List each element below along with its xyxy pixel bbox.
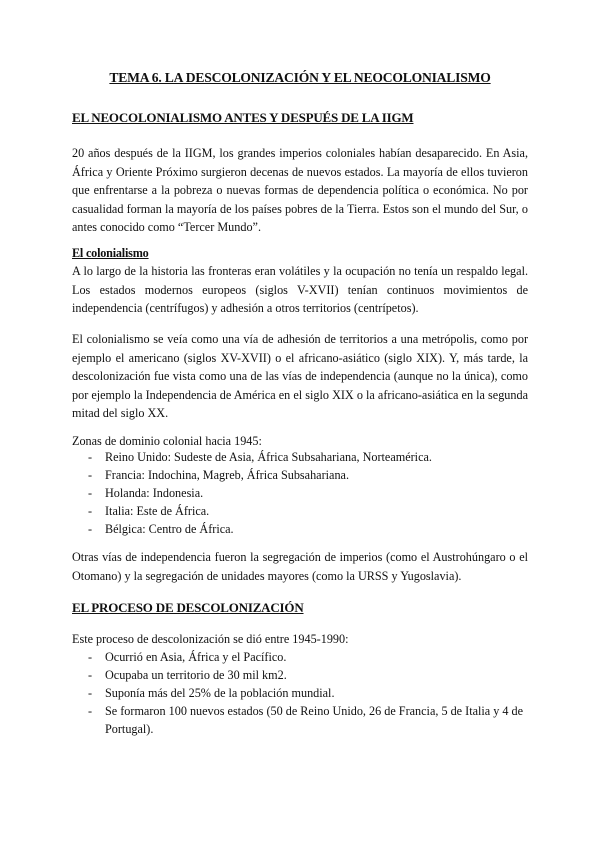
intro-paragraph: 20 años después de la IIGM, los grandes imperios coloniales habían desaparecido. En Asia, África y Oriente Próximo surgieron decenas de nuevos estados. La mayoría de ellos tuvieron que enfrentarse a la pobreza o nuevas formas de dependencia política o económica. No por casualidad forman la mayoría de los países pobres de la Tierra. Estos son el mundo del Sur, o antes conocido como “Tercer Mundo”. <box>72 146 528 234</box>
section-heading-neocolonialismo: EL NEOCOLONIALISMO ANTES Y DESPUÉS DE LA IIGM <box>72 110 414 125</box>
list-item: - Suponía más del 25% de la población mundial. <box>72 684 528 702</box>
document-title: TEMA 6. LA DESCOLONIZACIÓN Y EL NEOCOLONIALISMO <box>109 70 491 85</box>
zones-list <box>72 448 528 538</box>
list-item: - Holanda: Indonesia. <box>72 484 528 502</box>
colonialismo-paragraph-1: A lo largo de la historia las fronteras eran volátiles y la ocupación no tenía un respaldo legal. Los estados modernos europeos (siglos V-XVII) tenían continuos movimientos de independencia (centrífugos) y adhesión a otros territorios (centrípetos). <box>72 264 528 315</box>
process-intro: Este proceso de descolonización se dió entre 1945-1990: <box>72 632 349 646</box>
colonialismo-paragraph-2: El colonialismo se veía como una vía de adhesión de territorios a una metrópolis, como por ejemplo el americano (siglos XV-XVII) o el africano-asiático (siglo XIX). Y, más tarde, la descolonización fue vista como una de las vías de independencia (aunque no la única), como por ejemplo la Independencia de América en el siglo XIX o la africano-asiática en la segunda mitad del siglo XX. <box>72 332 528 420</box>
list-item: - Reino Unido: Sudeste de Asia, África Subsahariana, Norteamérica. <box>72 448 528 466</box>
list-item: - Se formaron 100 nuevos estados (50 de Reino Unido, 26 de Francia, 5 de Italia y 4 de Portugal). <box>72 702 528 738</box>
process-list <box>72 648 528 738</box>
list-item: - Ocupaba un territorio de 30 mil km2. <box>72 666 528 684</box>
zones-intro: Zonas de dominio colonial hacia 1945: <box>72 434 262 448</box>
list-item: - Italia: Este de África. <box>72 502 528 520</box>
other-independence-paragraph: Otras vías de independencia fueron la segregación de imperios (como el Austrohúngaro o el Otomano) y la segregación de unidades mayores (como la URSS y Yugoslavia). <box>72 550 528 583</box>
list-item: - Ocurrió en Asia, África y el Pacífico. <box>72 648 528 666</box>
subheading-colonialismo: El colonialismo <box>72 246 149 260</box>
section-heading-descolonizacion: EL PROCESO DE DESCOLONIZACIÓN <box>72 600 304 615</box>
list-item: - Francia: Indochina, Magreb, África Subsahariana. <box>72 466 528 484</box>
list-item: - Bélgica: Centro de África. <box>72 520 528 538</box>
